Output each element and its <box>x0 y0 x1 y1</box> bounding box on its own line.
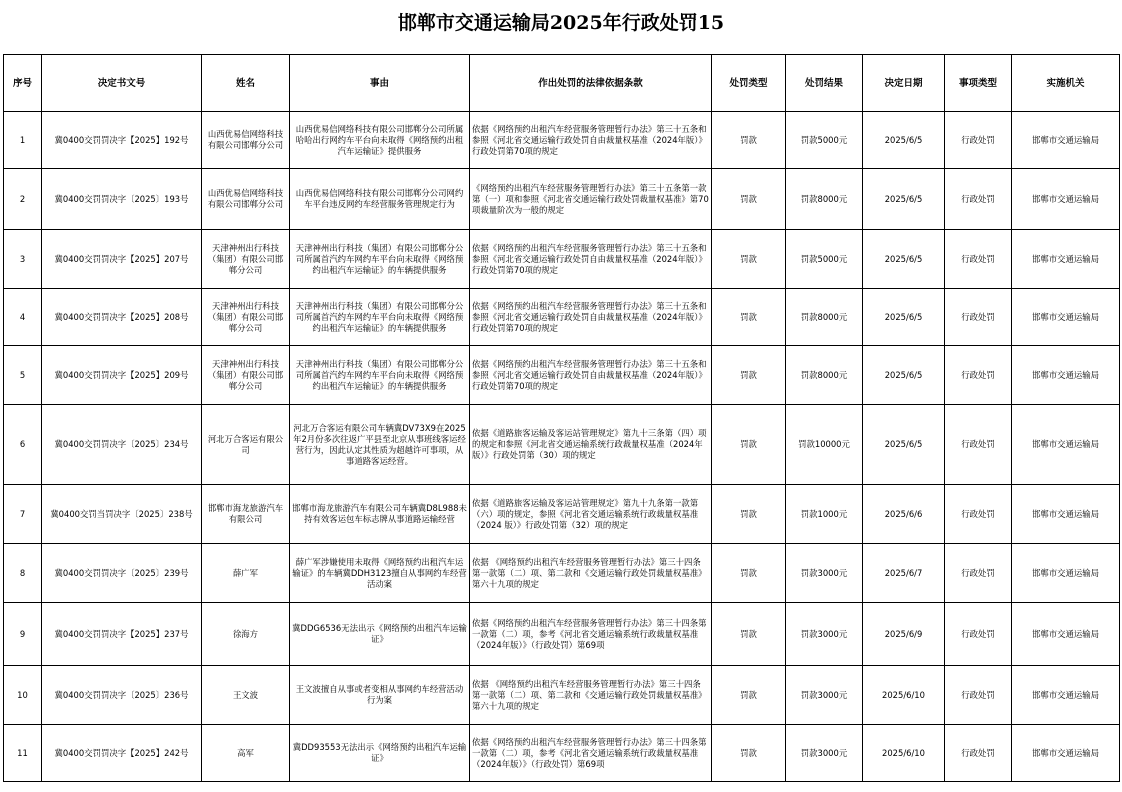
decision-date-cell: 2025/6/5 <box>863 112 945 169</box>
penalty-type-cell: 罚款 <box>712 289 786 346</box>
penalty-result-cell: 罚款1000元 <box>786 485 863 544</box>
page-title: 邯郸市交通运输局2025年行政处罚15 <box>397 12 725 34</box>
row-number-cell: 1 <box>4 112 42 169</box>
table-row <box>4 169 1120 230</box>
enforcement-agency-cell: 邯郸市交通运输局 <box>1012 230 1120 289</box>
row-number-cell: 10 <box>4 666 42 725</box>
matter-type-cell: 行政处罚 <box>945 544 1012 603</box>
decision-date-cell: 2025/6/7 <box>863 544 945 603</box>
party-name-cell: 天津神州出行科技（集团）有限公司邯郸分公司 <box>202 230 290 289</box>
row-number-cell: 2 <box>4 169 42 230</box>
penalty-type-cell: 罚款 <box>712 405 786 485</box>
penalty-result-cell: 罚款5000元 <box>786 230 863 289</box>
matter-type-cell: 行政处罚 <box>945 603 1012 666</box>
matter-type-cell: 行政处罚 <box>945 666 1012 725</box>
table-row <box>4 544 1120 603</box>
decision-date-cell: 2025/6/9 <box>863 603 945 666</box>
case-reason-cell: 冀DDG6536无法出示《网络预约出租汽车运输证》 <box>290 603 470 666</box>
penalty-result-cell: 罚款3000元 <box>786 725 863 782</box>
party-name-cell: 高军 <box>202 725 290 782</box>
decision-doc-number-cell: 冀0400交罚罚决字【2025】209号 <box>42 346 202 405</box>
penalty-result-cell: 罚款3000元 <box>786 544 863 603</box>
matter-type-cell: 行政处罚 <box>945 112 1012 169</box>
row-number-cell: 7 <box>4 485 42 544</box>
party-name-cell: 徐海方 <box>202 603 290 666</box>
row-number-cell: 8 <box>4 544 42 603</box>
party-name-cell: 邯郸市海龙旅游汽车有限公司 <box>202 485 290 544</box>
case-reason-cell: 山西优易信网络科技有限公司邯郸分公司所属哈哈出行网约车平台向未取得《网络预约出租汽车运输证》提供服务 <box>290 112 470 169</box>
decision-doc-number-cell: 冀0400交罚罚决字【2025】208号 <box>42 289 202 346</box>
case-reason-cell: 邯郸市海龙旅游汽车有限公司车辆冀D8L988未持有效客运包车标志牌从事道路运输经营 <box>290 485 470 544</box>
legal-basis-cell: 依据 《网络预约出租汽车经营服务管理暂行办法》第三十四条第一款第（二）项、第二款和《交通运输行政处罚裁量权基准》第六十九项的规定 <box>470 544 712 603</box>
penalty-type-cell: 罚款 <box>712 603 786 666</box>
matter-type-cell: 行政处罚 <box>945 230 1012 289</box>
party-name-cell: 天津神州出行科技（集团）有限公司邯郸分公司 <box>202 346 290 405</box>
legal-basis-cell: 《网络预约出租汽车经营服务管理暂行办法》第三十五条第一款第（一）项和参照《河北省交通运输行政处罚裁量权基准》第70项裁量阶次为一般的规定 <box>470 169 712 230</box>
party-name-cell: 薛广军 <box>202 544 290 603</box>
column-header: 事项类型 <box>945 55 1012 112</box>
row-number-cell: 3 <box>4 230 42 289</box>
case-reason-cell: 天津神州出行科技（集团）有限公司邯郸分公司所属首汽约车网约车平台向未取得《网络预约出租汽车运输证》的车辆提供服务 <box>290 289 470 346</box>
enforcement-agency-cell: 邯郸市交通运输局 <box>1012 485 1120 544</box>
enforcement-agency-cell: 邯郸市交通运输局 <box>1012 725 1120 782</box>
enforcement-agency-cell: 邯郸市交通运输局 <box>1012 346 1120 405</box>
row-number-cell: 6 <box>4 405 42 485</box>
legal-basis-cell: 依据《道路旅客运输及客运站管理规定》第九十九条第一款第（六）项的规定，参照《河北省交通运输系统行政裁量权基准（2024 版）》行政处罚第（32）项的规定 <box>470 485 712 544</box>
matter-type-cell: 行政处罚 <box>945 725 1012 782</box>
penalty-result-cell: 罚款3000元 <box>786 666 863 725</box>
legal-basis-cell: 依据《道路旅客运输及客运站管理规定》第九十三条第（四）项的规定和参照《河北省交通运输系统行政裁量权基准（2024年版）》行政处罚第（30）项的规定 <box>470 405 712 485</box>
penalty-type-cell: 罚款 <box>712 230 786 289</box>
decision-date-cell: 2025/6/5 <box>863 230 945 289</box>
table-row <box>4 112 1120 169</box>
decision-doc-number-cell: 冀0400交罚罚决字〔2025〕234号 <box>42 405 202 485</box>
decision-doc-number-cell: 冀0400交罚罚决字〔2025〕236号 <box>42 666 202 725</box>
decision-doc-number-cell: 冀0400交罚罚决字〔2025〕239号 <box>42 544 202 603</box>
table-row <box>4 405 1120 485</box>
matter-type-cell: 行政处罚 <box>945 289 1012 346</box>
matter-type-cell: 行政处罚 <box>945 169 1012 230</box>
case-reason-cell: 河北万合客运有限公司车辆冀DV73X9在2025年2月份多次往返广平县至北京从事班线客运经营行为，因此认定其性质为超越许可事项，从事道路客运经营。 <box>290 405 470 485</box>
column-header: 决定日期 <box>863 55 945 112</box>
enforcement-agency-cell: 邯郸市交通运输局 <box>1012 666 1120 725</box>
table-row <box>4 666 1120 725</box>
matter-type-cell: 行政处罚 <box>945 405 1012 485</box>
decision-date-cell: 2025/6/5 <box>863 169 945 230</box>
enforcement-agency-cell: 邯郸市交通运输局 <box>1012 169 1120 230</box>
table-row <box>4 485 1120 544</box>
decision-doc-number-cell: 冀0400交罚罚决字【2025】237号 <box>42 603 202 666</box>
penalty-result-cell: 罚款8000元 <box>786 346 863 405</box>
enforcement-agency-cell: 邯郸市交通运输局 <box>1012 112 1120 169</box>
enforcement-agency-cell: 邯郸市交通运输局 <box>1012 544 1120 603</box>
decision-date-cell: 2025/6/10 <box>863 666 945 725</box>
table-row <box>4 289 1120 346</box>
decision-doc-number-cell: 冀0400交罚罚决字【2025】242号 <box>42 725 202 782</box>
case-reason-cell: 山西优易信网络科技有限公司邯郸分公司网约车平台违反网约车经营服务管理规定行为 <box>290 169 470 230</box>
column-header: 处罚类型 <box>712 55 786 112</box>
column-header: 事由 <box>290 55 470 112</box>
penalty-result-cell: 罚款5000元 <box>786 112 863 169</box>
legal-basis-cell: 依据《网络预约出租汽车经营服务管理暂行办法》第三十五条和参照《河北省交通运输行政处罚自由裁量权基准（2024年版）》行政处罚第70项的规定 <box>470 289 712 346</box>
penalty-result-cell: 罚款8000元 <box>786 289 863 346</box>
penalty-type-cell: 罚款 <box>712 725 786 782</box>
row-number-cell: 4 <box>4 289 42 346</box>
enforcement-agency-cell: 邯郸市交通运输局 <box>1012 289 1120 346</box>
penalty-table <box>3 54 1120 782</box>
party-name-cell: 河北万合客运有限公司 <box>202 405 290 485</box>
row-number-cell: 9 <box>4 603 42 666</box>
legal-basis-cell: 依据《网络预约出租汽车经营服务管理暂行办法》第三十四条第一款第（二）项，参考《河北省交通运输系统行政裁量权基准（2024年版）》（行政处罚）第69项 <box>470 603 712 666</box>
decision-date-cell: 2025/6/5 <box>863 346 945 405</box>
penalty-result-cell: 罚款3000元 <box>786 603 863 666</box>
matter-type-cell: 行政处罚 <box>945 346 1012 405</box>
matter-type-cell: 行政处罚 <box>945 485 1012 544</box>
column-header: 实施机关 <box>1012 55 1120 112</box>
case-reason-cell: 冀DD93553无法出示《网络预约出租汽车运输证》 <box>290 725 470 782</box>
decision-doc-number-cell: 冀0400交罚罚决字【2025】192号 <box>42 112 202 169</box>
row-number-cell: 5 <box>4 346 42 405</box>
penalty-type-cell: 罚款 <box>712 666 786 725</box>
row-number-cell: 11 <box>4 725 42 782</box>
table-row <box>4 230 1120 289</box>
penalty-type-cell: 罚款 <box>712 346 786 405</box>
penalty-type-cell: 罚款 <box>712 485 786 544</box>
case-reason-cell: 王文波擅自从事或者变相从事网约车经营活动行为案 <box>290 666 470 725</box>
table-row <box>4 725 1120 782</box>
case-reason-cell: 天津神州出行科技（集团）有限公司邯郸分公司所属首汽约车网约车平台向未取得《网络预约出租汽车运输证》的车辆提供服务 <box>290 230 470 289</box>
decision-doc-number-cell: 冀0400交罚罚决字【2025】207号 <box>42 230 202 289</box>
penalty-type-cell: 罚款 <box>712 169 786 230</box>
legal-basis-cell: 依据《网络预约出租汽车经营服务管理暂行办法》第三十五条和参照《河北省交通运输行政处罚自由裁量权基准（2024年版）》行政处罚第70项的规定 <box>470 346 712 405</box>
penalty-result-cell: 罚款8000元 <box>786 169 863 230</box>
table-header-row <box>4 55 1120 112</box>
case-reason-cell: 天津神州出行科技（集团）有限公司邯郸分公司所属首汽约车网约车平台向未取得《网络预约出租汽车运输证》的车辆提供服务 <box>290 346 470 405</box>
legal-basis-cell: 依据《网络预约出租汽车经营服务管理暂行办法》第三十五条和参照《河北省交通运输行政处罚自由裁量权基准（2024年版）》行政处罚第70项的规定 <box>470 230 712 289</box>
legal-basis-cell: 依据 《网络预约出租汽车经营服务管理暂行办法》第三十四条第一款第（二）项、第二款和《交通运输行政处罚裁量权基准》第六十九项的规定 <box>470 666 712 725</box>
column-header: 处罚结果 <box>786 55 863 112</box>
column-header: 姓名 <box>202 55 290 112</box>
enforcement-agency-cell: 邯郸市交通运输局 <box>1012 405 1120 485</box>
column-header: 作出处罚的法律依据条款 <box>470 55 712 112</box>
legal-basis-cell: 依据《网络预约出租汽车经营服务管理暂行办法》第三十四条第一款第（二）项，参考《河北省交通运输系统行政裁量权基准（2024年版）》（行政处罚）第69项 <box>470 725 712 782</box>
table-row <box>4 603 1120 666</box>
party-name-cell: 天津神州出行科技（集团）有限公司邯郸分公司 <box>202 289 290 346</box>
penalty-result-cell: 罚款10000元 <box>786 405 863 485</box>
table-row <box>4 346 1120 405</box>
party-name-cell: 王文波 <box>202 666 290 725</box>
enforcement-agency-cell: 邯郸市交通运输局 <box>1012 603 1120 666</box>
penalty-type-cell: 罚款 <box>712 544 786 603</box>
column-header: 决定书文号 <box>42 55 202 112</box>
decision-doc-number-cell: 冀0400交罚当罚决字〔2025〕238号 <box>42 485 202 544</box>
decision-date-cell: 2025/6/5 <box>863 289 945 346</box>
column-header: 序号 <box>4 55 42 112</box>
decision-date-cell: 2025/6/5 <box>863 405 945 485</box>
case-reason-cell: 薛广军涉嫌使用未取得《网络预约出租汽车运输证》的车辆冀DDH3123擅自从事网约车经营活动案 <box>290 544 470 603</box>
party-name-cell: 山西优易信网络科技有限公司邯郸分公司 <box>202 112 290 169</box>
decision-date-cell: 2025/6/10 <box>863 725 945 782</box>
party-name-cell: 山西优易信网络科技有限公司邯郸分公司 <box>202 169 290 230</box>
legal-basis-cell: 依据《网络预约出租汽车经营服务管理暂行办法》第三十五条和参照《河北省交通运输行政处罚自由裁量权基准（2024年版）》行政处罚第70项的规定 <box>470 112 712 169</box>
decision-doc-number-cell: 冀0400交罚罚决字〔2025〕193号 <box>42 169 202 230</box>
decision-date-cell: 2025/6/6 <box>863 485 945 544</box>
penalty-type-cell: 罚款 <box>712 112 786 169</box>
